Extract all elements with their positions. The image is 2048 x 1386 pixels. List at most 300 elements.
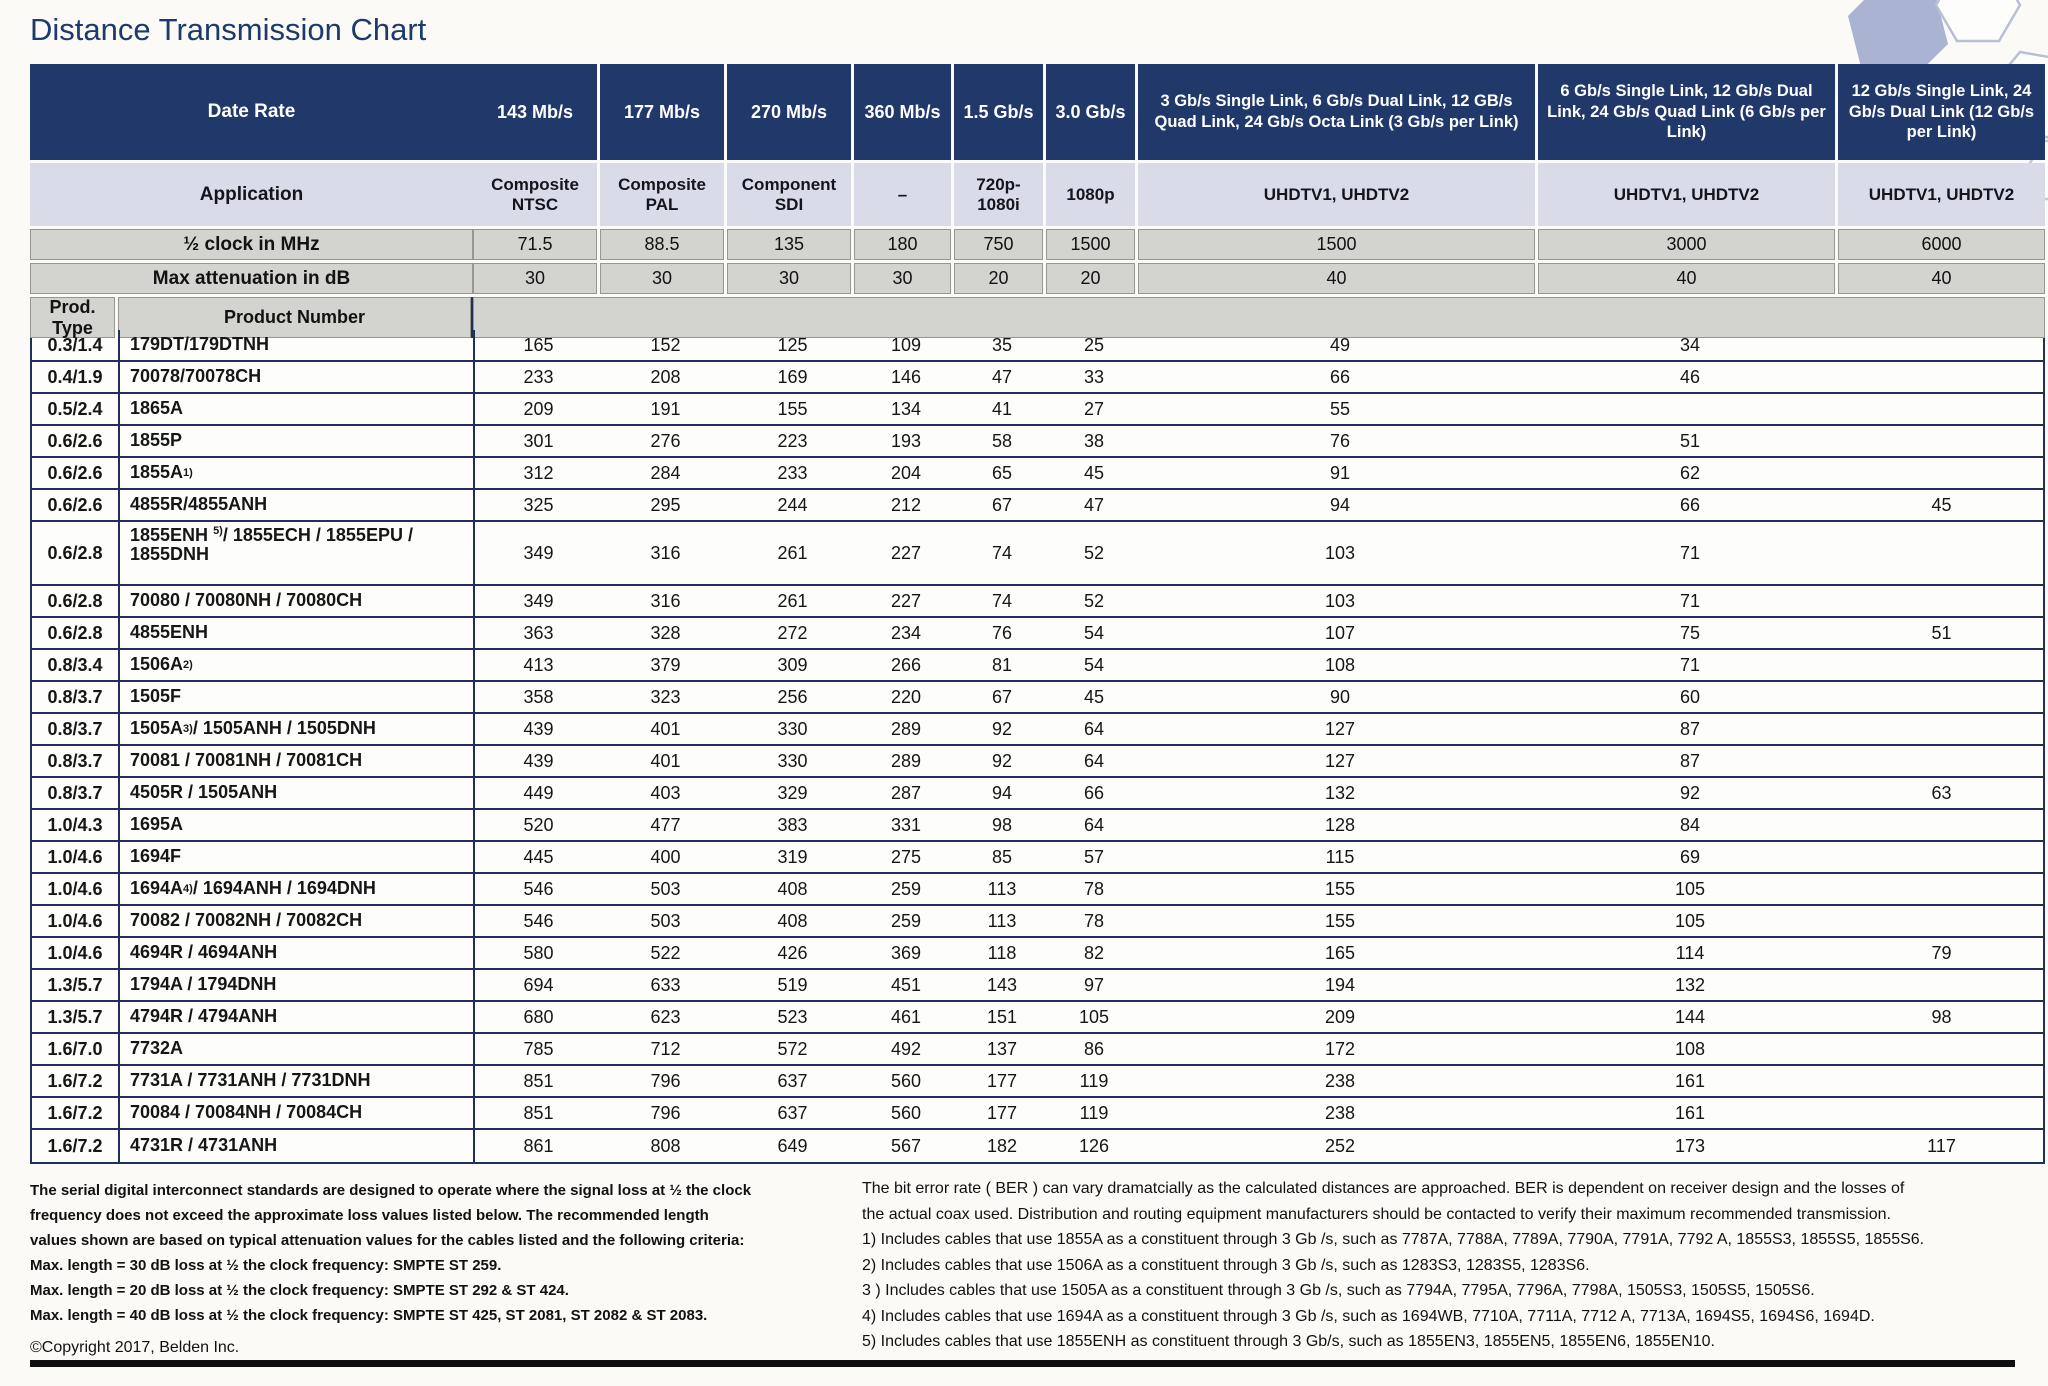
application-label: Application [30,163,473,226]
value-cell: 519 [777,974,808,995]
value-cell: 51 [1679,430,1701,451]
value-cell: 449 [523,782,554,803]
half-clock-cell: 71.5 [473,229,600,260]
product-number-cell: 1505A 3) / 1505ANH / 1505DNH [120,714,475,744]
value-cell: 358 [523,686,554,707]
value-cell: 54 [1083,622,1105,643]
value-cell: 47 [1083,494,1105,515]
max-att-cell: 40 [1138,263,1538,294]
product-number-cell: 1506A 2) [120,650,475,680]
prod-type-cell: 0.8/3.7 [32,746,120,776]
value-cell: 74 [991,542,1013,563]
value-cell: 461 [890,1006,922,1027]
value-cell: 64 [1083,814,1105,835]
max-att-cell: 30 [600,263,727,294]
value-cell: 92 [1679,782,1701,803]
value-cell: 35 [991,334,1013,355]
product-number-cell: 1855ENH $^{5)}$/ 1855ECH / 1855EPU / 1855DNH [120,522,475,584]
value-cell: 65 [991,462,1013,483]
value-cell [1840,330,2043,360]
table-row [32,1130,2043,1162]
value-cell: 403 [650,782,681,803]
table-row [32,490,2043,522]
table-row [32,778,2043,810]
value-cell: 238 [1324,1102,1356,1123]
value-cell: 329 [777,782,808,803]
product-number-cell: 1505F [120,682,475,712]
application-cell: Composite NTSC [473,163,600,226]
value-cell: 560 [890,1070,922,1091]
footnote-line: Max. length = 30 dB loss at ½ the clock frequency: SMPTE ST 259. [30,1257,502,1274]
half-clock-cell: 3000 [1538,229,1838,260]
half-clock-label: ½ clock in MHz [30,229,473,260]
value-cell: 400 [650,846,681,867]
value-cell: 127 [1324,750,1356,771]
prod-type-cell: 0.3/1.4 [32,330,120,360]
value-cell: 132 [1674,974,1706,995]
value-cell: 127 [1324,718,1356,739]
max-att-cell: 30 [727,263,854,294]
prod-type-cell: 1.0/4.6 [32,938,120,968]
prod-type-cell: 0.6/2.6 [32,426,120,456]
value-cell: 349 [523,590,554,611]
value-cell: 66 [1679,494,1701,515]
max-att-cell: 20 [954,263,1046,294]
product-number-cell: 7731A / 7731ANH / 7731DNH [120,1066,475,1096]
value-cell: 439 [523,718,554,739]
value-cell: 363 [523,622,554,643]
value-cell: 75 [1679,622,1701,643]
value-cell: 41 [991,398,1013,419]
value-cell: 71 [1679,542,1701,563]
product-number-cell: 1855A 1) [120,458,475,488]
value-cell: 69 [1679,846,1701,867]
max-att-cell: 40 [1538,263,1838,294]
value-cell: 796 [650,1102,681,1123]
footnote-left [30,1178,751,1360]
footnote-line: Max. length = 20 dB loss at ½ the clock frequency: SMPTE ST 292 & ST 424. [30,1282,569,1299]
table-row [32,842,2043,874]
value-cell: 520 [523,814,554,835]
product-number-cell: 4731R / 4731ANH [120,1130,475,1162]
half-clock-cell: 1500 [1046,229,1138,260]
value-cell [1840,586,2043,616]
rate-header-cell: 177 Mb/s [600,64,727,160]
value-cell: 165 [523,334,554,355]
value-cell [1840,1098,2043,1128]
value-cell [1840,874,2043,904]
value-cell: 209 [523,398,554,419]
value-cell [1840,650,2043,680]
max-att-cell: 30 [473,263,600,294]
value-cell: 90 [1329,686,1351,707]
value-cell: 54 [1083,654,1105,675]
footnote-right [862,1176,1924,1355]
value-cell [1840,842,2043,872]
value-cell: 52 [1083,590,1105,611]
value-cell: 152 [650,334,681,355]
value-cell: 477 [650,814,681,835]
prod-type-cell: 0.6/2.8 [32,618,120,648]
value-cell: 272 [777,622,808,643]
value-cell: 103 [1324,542,1356,563]
value-cell: 408 [777,878,808,899]
prod-type-cell: 1.0/4.6 [32,906,120,936]
value-cell: 115 [1325,846,1355,867]
table-row [32,362,2043,394]
application-cell: – [854,163,954,226]
value-cell: 82 [1083,942,1105,963]
table-row [32,618,2043,650]
value-cell: 74 [991,590,1013,611]
value-cell: 244 [777,494,808,515]
value-cell: 143 [986,974,1018,995]
value-cell: 204 [890,462,922,483]
value-cell: 155 [777,398,808,419]
value-cell: 66 [1083,782,1105,803]
prod-type-cell: 1.3/5.7 [32,970,120,1000]
half-clock-cell: 135 [727,229,854,260]
value-cell [1840,426,2043,456]
half-clock-cell: 88.5 [600,229,727,260]
table-row [32,810,2043,842]
value-cell: 132 [1324,782,1356,803]
value-cell: 33 [1083,366,1105,387]
value-cell: 81 [991,654,1013,675]
value-cell: 522 [650,942,681,963]
product-number-cell: 1855P [120,426,475,456]
value-cell: 87 [1679,718,1701,739]
value-cell: 71 [1679,590,1701,611]
value-cell: 289 [890,718,922,739]
page-title: Distance Transmission Chart [30,12,427,47]
value-cell: 259 [890,910,922,931]
value-cell: 266 [890,654,922,675]
rate-header-cell: 1.5 Gb/s [954,64,1046,160]
value-cell: 126 [1078,1135,1110,1156]
footnote-left-lines [30,1178,751,1328]
value-cell: 107 [1324,622,1356,643]
value-cell [1840,522,2043,584]
value-cell: 169 [777,366,808,387]
header-row-half-clock [30,229,2045,260]
value-cell: 546 [523,878,554,899]
value-cell [1540,394,1840,424]
value-cell: 79 [1931,942,1952,963]
application-cell: 1080p [1046,163,1138,226]
value-cell: 316 [650,542,681,563]
value-cell: 144 [1674,1006,1706,1027]
value-cell: 572 [777,1038,808,1059]
footnote-line: The bit error rate ( BER ) can vary dramatcially as the calculated distances are approached. BER is dependent on receiver design and the losses of [862,1180,1905,1197]
prod-type-cell: 1.3/5.7 [32,1002,120,1032]
value-cell: 45 [1931,494,1952,515]
value-cell: 312 [523,462,554,483]
value-cell: 128 [1324,814,1356,835]
product-number-cell: 7732A [120,1034,475,1064]
value-cell: 108 [1324,654,1356,675]
table-row [32,330,2043,362]
value-cell: 51 [1931,622,1952,643]
product-number-label: Product Number [118,297,473,338]
product-number-cell: 70078/70078CH [120,362,475,392]
rate-header-cell: 6 Gb/s Single Link, 12 Gb/s Dual Link, 24 Gb/s Quad Link (6 Gb/s per Link) [1538,64,1838,160]
value-cell: 67 [991,494,1013,515]
value-cell: 46 [1679,366,1701,387]
value-cell: 137 [986,1038,1018,1059]
value-cell: 45 [1083,686,1105,707]
footnote-line: Max. length = 40 dB loss at ½ the clock frequency: SMPTE ST 425, ST 2081, ST 2082 & ST 2083. [30,1307,708,1324]
value-cell: 301 [523,430,554,451]
value-cell [1840,682,2043,712]
value-cell [1840,970,2043,1000]
value-cell: 105 [1674,910,1706,931]
value-cell: 172 [1324,1038,1356,1059]
value-cell: 233 [523,366,554,387]
value-cell: 712 [650,1038,681,1059]
value-cell: 119 [1079,1070,1109,1091]
max-attenuation-label: Max attenuation in dB [30,263,473,294]
value-cell [1840,746,2043,776]
value-cell: 492 [890,1038,922,1059]
value-cell [1840,1066,2043,1096]
value-cell: 45 [1083,462,1105,483]
value-cell: 287 [890,782,922,803]
value-cell: 76 [1329,430,1351,451]
value-cell: 71 [1679,654,1701,675]
value-cell: 92 [991,750,1013,771]
header-row-application [30,163,2045,226]
value-cell: 92 [991,718,1013,739]
value-cell: 275 [890,846,922,867]
product-number-cell: 1694A 4) / 1694ANH / 1694DNH [120,874,475,904]
value-cell: 369 [890,942,922,963]
value-cell: 34 [1679,334,1701,355]
value-cell: 86 [1083,1038,1105,1059]
value-cell: 58 [991,430,1013,451]
value-cell: 325 [523,494,554,515]
application-cell: UHDTV1, UHDTV2 [1138,163,1538,226]
value-cell: 546 [523,910,554,931]
value-cell: 401 [650,750,681,771]
value-cell: 27 [1083,398,1105,419]
value-cell: 319 [777,846,808,867]
value-cell: 155 [1324,910,1356,931]
value-cell: 256 [777,686,808,707]
application-cell: Component SDI [727,163,854,226]
prod-type-cell: 0.8/3.4 [32,650,120,680]
value-cell: 155 [1324,878,1356,899]
value-cell: 182 [986,1135,1018,1156]
prod-type-cell: 1.6/7.0 [32,1034,120,1064]
product-number-cell: 1794A / 1794DNH [120,970,475,1000]
value-cell: 193 [890,430,922,451]
value-cell: 38 [1083,430,1105,451]
value-cell: 238 [1324,1070,1356,1091]
prod-type-cell: 0.8/3.7 [32,714,120,744]
half-clock-cell: 6000 [1838,229,2045,260]
prod-type-cell: 0.6/2.6 [32,490,120,520]
value-cell: 289 [890,750,922,771]
distance-transmission-table [30,64,2045,1164]
value-cell: 57 [1083,846,1105,867]
half-clock-cell: 1500 [1138,229,1538,260]
product-number-cell: 4855R/4855ANH [120,490,475,520]
prod-type-label: Prod. Type [30,297,118,338]
value-cell: 103 [1324,590,1356,611]
footnote-line: 1) Includes cables that use 1855A as a constituent through 3 Gb /s, such as 7787A, 7788A, 7789A, 7790A, 7791A, 7792 A, 1855S3, 1855S5, 1855S6. [862,1231,1925,1248]
prod-type-cell: 0.8/3.7 [32,682,120,712]
value-cell: 60 [1679,686,1701,707]
value-cell: 328 [650,622,681,643]
value-cell: 49 [1329,334,1351,355]
value-cell: 560 [890,1102,922,1123]
value-cell: 637 [777,1102,808,1123]
table-row [32,1002,2043,1034]
value-cell: 330 [777,750,808,771]
rate-header-cell: 3.0 Gb/s [1046,64,1138,160]
prod-type-cell: 0.5/2.4 [32,394,120,424]
value-cell: 330 [777,718,808,739]
value-cell: 63 [1931,782,1952,803]
footnote-line: 3 ) Includes cables that use 1505A as a constituent through 3 Gb /s, such as 7794A, 7795A, 7796A, 7798A, 1505S3, 1505S5, 1505S6. [862,1282,1815,1299]
prod-type-cell: 1.0/4.3 [32,810,120,840]
date-rate-label: Date Rate [30,64,473,160]
application-cell: UHDTV1, UHDTV2 [1838,163,2045,226]
value-cell: 234 [890,622,922,643]
value-cell [1840,1034,2043,1064]
value-cell: 109 [890,334,922,355]
value-cell: 233 [777,462,808,483]
prod-type-cell: 1.0/4.6 [32,842,120,872]
value-cell: 694 [523,974,554,995]
value-cell: 94 [991,782,1013,803]
table-row [32,394,2043,426]
value-cell: 208 [650,366,681,387]
rate-header-cell: 12 Gb/s Single Link, 24 Gb/s Dual Link (12 Gb/s per Link) [1838,64,2045,160]
value-cell: 85 [991,846,1013,867]
prod-type-cell: 1.6/7.2 [32,1098,120,1128]
value-cell: 580 [523,942,554,963]
value-cell: 567 [890,1135,922,1156]
value-cell: 295 [650,494,681,515]
value-cell [1840,906,2043,936]
value-cell: 64 [1083,718,1105,739]
value-cell: 117 [1927,1135,1956,1156]
value-cell: 623 [650,1006,681,1027]
header-row-date-rate [30,64,2045,160]
value-cell: 113 [987,878,1017,899]
value-cell: 796 [650,1070,681,1091]
value-cell: 177 [986,1102,1018,1123]
table-row [32,650,2043,682]
value-cell: 25 [1083,334,1105,355]
table-row [32,970,2043,1002]
value-cell: 55 [1329,398,1351,419]
value-cell: 637 [777,1070,808,1091]
value-cell: 261 [777,542,808,563]
product-number-cell: 4694R / 4694ANH [120,938,475,968]
application-cell: UHDTV1, UHDTV2 [1538,163,1838,226]
prod-type-cell: 1.0/4.6 [32,874,120,904]
table-row [32,938,2043,970]
table-row [32,522,2043,586]
value-cell: 52 [1083,542,1105,563]
footnote-line: 2) Includes cables that use 1506A as a constituent through 3 Gb /s, such as 1283S3, 1283S5, 1283S6. [862,1256,1590,1274]
product-number-cell: 70080 / 70080NH / 70080CH [120,586,475,616]
value-cell: 439 [523,750,554,771]
table-row [32,586,2043,618]
product-number-cell: 1695A [120,810,475,840]
value-cell: 105 [1078,1006,1110,1027]
value-cell: 113 [987,910,1017,931]
value-cell: 47 [991,366,1013,387]
value-cell: 78 [1083,878,1105,899]
footnote-line: the actual coax used. Distribution and routing equipment manufacturers should be contacted to verify their maximum recommended transmission. [862,1205,1891,1223]
table-row [32,458,2043,490]
value-cell: 680 [523,1006,554,1027]
value-cell: 633 [650,974,681,995]
header-row-product [30,297,2045,338]
rate-header-cell: 143 Mb/s [473,64,600,160]
header-row-max-attenuation [30,263,2045,294]
value-cell: 66 [1329,366,1351,387]
value-cell: 165 [1324,942,1356,963]
value-cell: 227 [890,542,922,563]
value-cell: 161 [1674,1102,1706,1123]
table-row [32,1066,2043,1098]
value-cell: 84 [1679,814,1701,835]
value-cell: 316 [650,590,681,611]
value-cell: 98 [991,814,1013,835]
value-cell: 64 [1083,750,1105,771]
value-cell: 125 [777,334,808,355]
value-cell: 78 [1083,910,1105,931]
rate-header-cell: 360 Mb/s [854,64,954,160]
value-cell: 118 [987,942,1017,963]
value-cell: 851 [523,1070,554,1091]
product-number-cell: 4794R / 4794ANH [120,1002,475,1032]
value-cell: 259 [890,878,922,899]
value-cell: 252 [1324,1135,1356,1156]
value-cell: 413 [523,654,554,675]
table-row [32,682,2043,714]
value-cell: 91 [1329,462,1351,483]
footnote-line: The serial digital interconnect standards are designed to operate where the signal loss at ½ the clock [30,1182,752,1199]
product-number-cell: 4505R / 1505ANH [120,778,475,808]
value-cell: 98 [1931,1006,1952,1027]
value-cell: 114 [1675,942,1705,963]
value-cell: 284 [650,462,681,483]
value-cell: 105 [1674,878,1706,899]
prod-type-cell: 0.4/1.9 [32,362,120,392]
rate-header-cell: 270 Mb/s [727,64,854,160]
value-cell: 76 [991,622,1013,643]
product-number-cell: 70082 / 70082NH / 70082CH [120,906,475,936]
table-row [32,746,2043,778]
footnote-line: frequency does not exceed the approximate loss values listed below. The recommended length [30,1207,709,1224]
rate-header-cell: 3 Gb/s Single Link, 6 Gb/s Dual Link, 12 GB/s Quad Link, 24 Gb/s Octa Link (3 Gb/s per Link) [1138,64,1538,160]
value-cell: 220 [890,686,922,707]
value-cell: 851 [523,1102,554,1123]
value-cell: 173 [1674,1135,1706,1156]
value-cell: 261 [777,590,808,611]
max-att-cell: 40 [1838,263,2045,294]
product-number-cell: 1865A [120,394,475,424]
value-cell: 503 [650,878,681,899]
table-body [30,328,2045,1164]
value-cell: 151 [986,1006,1018,1027]
